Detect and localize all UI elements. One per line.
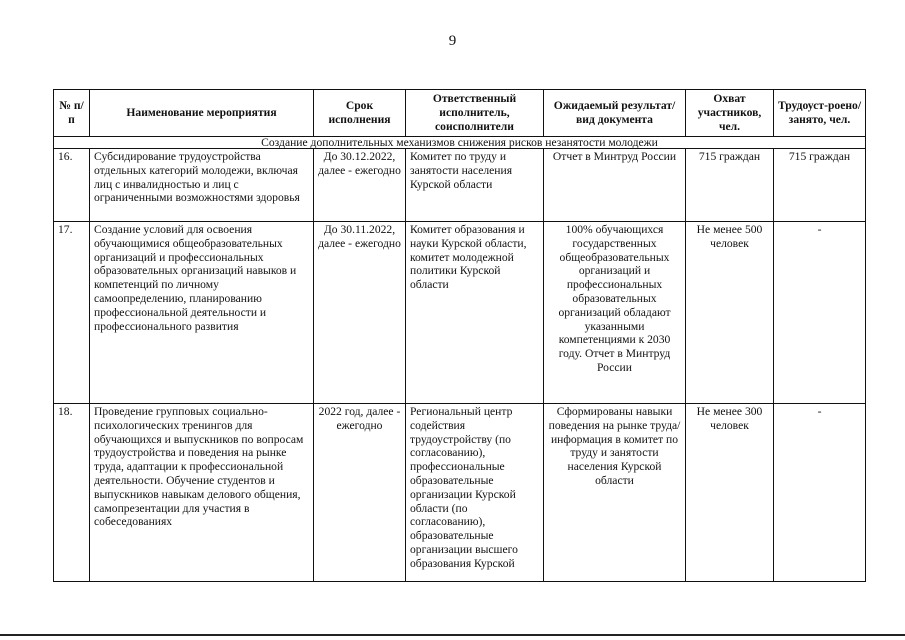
row-name: Создание условий для освоения обучающимися общеобразовательных организаций и профессиональных образовательных организаций навыков и компетенций по личному самоопределению, планированию профессиональной деятельности и профессионального развития <box>90 222 314 404</box>
row-employed: - <box>774 404 866 582</box>
header-num: № п/п <box>54 90 90 137</box>
section-title: Создание дополнительных механизмов снижения рисков незанятости молодежи <box>54 137 866 149</box>
row-num: 16. <box>54 149 90 222</box>
row-deadline: До 30.11.2022, далее - ежегодно <box>314 222 406 404</box>
row-responsible: Комитет по труду и занятости населения Курской области <box>406 149 544 222</box>
header-result: Ожидаемый результат/вид документа <box>544 90 686 137</box>
table-row <box>54 222 866 404</box>
row-employed: - <box>774 222 866 404</box>
row-deadline: До 30.12.2022, далее - ежегодно <box>314 149 406 222</box>
row-num: 17. <box>54 222 90 404</box>
row-responsible: Региональный центр содействия трудоустройству (по согласованию), профессиональные образовательные организации Курской области (по согласованию), образовательные организации высшего образования Курской <box>406 404 544 582</box>
measures-table <box>53 89 866 582</box>
row-coverage: Не менее 300 человек <box>686 404 774 582</box>
table-row <box>54 149 866 222</box>
header-employed: Трудоуст-роено/занято, чел. <box>774 90 866 137</box>
row-num: 18. <box>54 404 90 582</box>
row-employed: 715 граждан <box>774 149 866 222</box>
row-name: Субсидирование трудоустройства отдельных категорий молодежи, включая лиц с инвалидностью и лиц с ограниченными возможностями здоровья <box>90 149 314 222</box>
row-result: Отчет в Минтруд России <box>544 149 686 222</box>
header-responsible: Ответственный исполнитель, соисполнители <box>406 90 544 137</box>
row-deadline: 2022 год, далее - ежегодно <box>314 404 406 582</box>
page-number: 9 <box>448 33 457 49</box>
table-row <box>54 404 866 582</box>
header-coverage: Охват участников, чел. <box>686 90 774 137</box>
row-responsible: Комитет образования и науки Курской области, комитет молодежной политики Курской области <box>406 222 544 404</box>
row-name: Проведение групповых социально-психологических тренингов для обучающихся и выпускников по вопросам трудоустройства и поведения на рынке труда, адаптации к профессиональной деятельности. Обучение студентов и выпускников навыкам делового общения, самопрезентации для участия в собеседованиях <box>90 404 314 582</box>
row-result: 100% обучающихся государственных общеобразовательных организаций и профессиональных образовательных организаций обладают указанными компетенциями к 2030 году. Отчет в Минтруд России <box>544 222 686 404</box>
table-header-row <box>54 90 866 137</box>
header-name: Наименование мероприятия <box>90 90 314 137</box>
row-result: Сформированы навыки поведения на рынке труда/ информация в комитет по труду и занятости населения Курской области <box>544 404 686 582</box>
header-deadline: Срок исполнения <box>314 90 406 137</box>
row-coverage: Не менее 500 человек <box>686 222 774 404</box>
section-row <box>54 137 866 149</box>
row-coverage: 715 граждан <box>686 149 774 222</box>
scan-bottom-edge <box>0 634 905 636</box>
